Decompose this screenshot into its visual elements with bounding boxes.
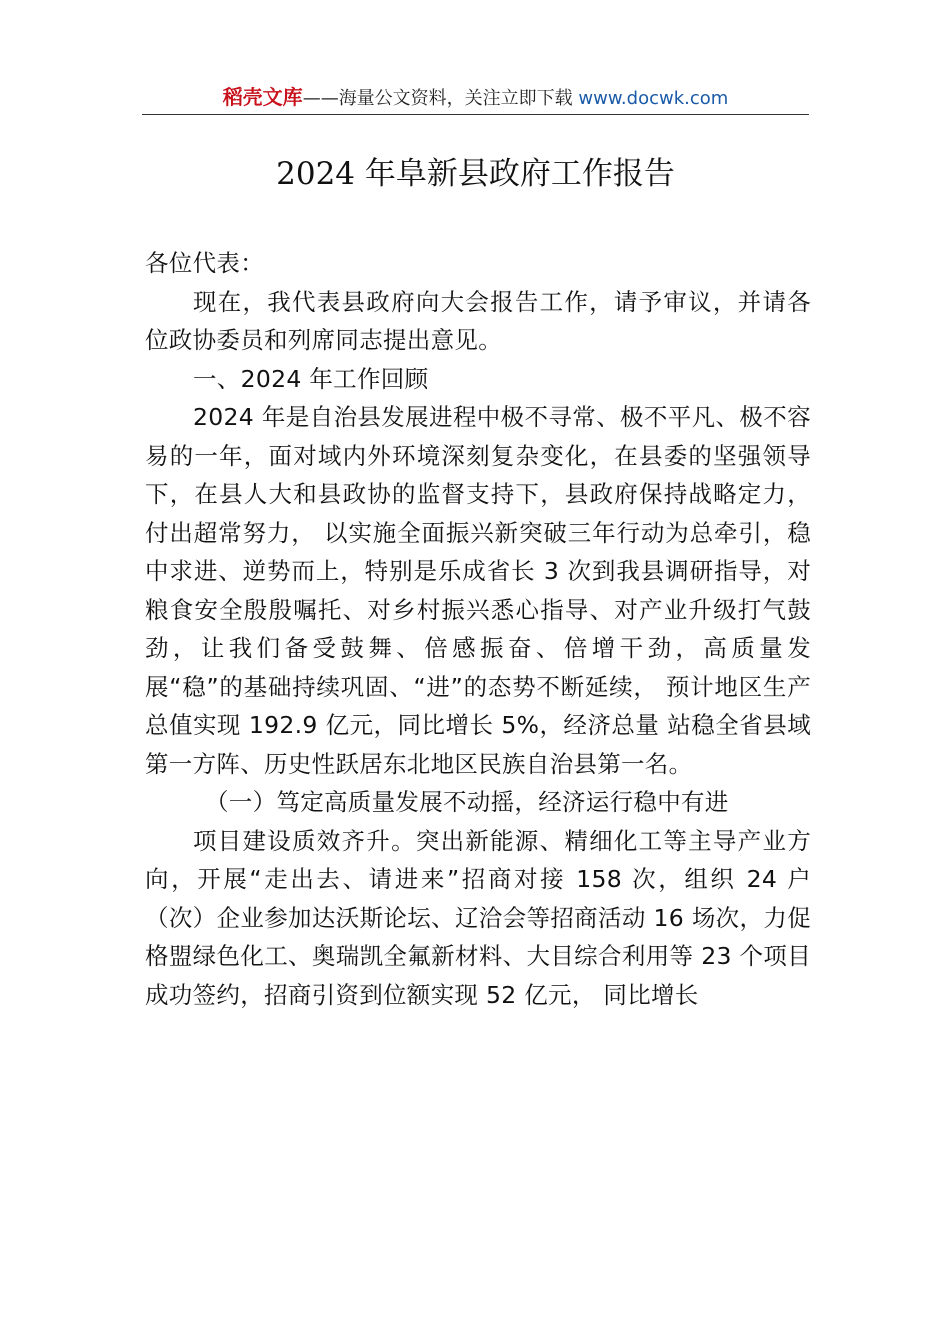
site-url-link[interactable]: www.docwk.com xyxy=(578,88,729,109)
document-title: 2024 年阜新县政府工作报告 xyxy=(276,156,675,192)
document-body xyxy=(145,244,811,1014)
brand-name: 稻壳文库 xyxy=(222,85,303,109)
page-header xyxy=(142,84,809,114)
salutation: 各位代表： xyxy=(145,249,264,277)
header-divider xyxy=(142,114,809,115)
section-heading-review: 一、2024 年工作回顾 xyxy=(193,364,429,393)
subsection-heading-1: （一）笃定高质量发展不动摇，经济运行稳中有进 xyxy=(205,788,729,816)
header-slogan: ——海量公文资料，关注立即下载 xyxy=(302,88,573,109)
review-paragraph: 2024 年是自治县发展进程中极不寻常、极不平凡、极不容易的一年，面对域内外环境深刻复杂变化，在县委的坚强领导下，在县人大和县政协的监督支持下，县政府保持战略定力，付出超常努力， 以实施全面振兴新突破三年行动为总牵引，稳中求进、逆势而上，特别是乐成省长 3 次到我县调研指导，对粮食安全殷殷嘱托、对乡村振兴悉心指导、对产业升级打气鼓劲，让我们备受鼓舞、倍感振奋、倍增干劲，高质量发展“稳”的基础持续巩固、“进”的态势不断延续， 预计地区生产总值实现 192.9 亿元，同比增长 5%，经济总量 站稳全省县域第一方阵、历史性跃居东北地区民族自治县第一名。 xyxy=(145,403,811,778)
opening-paragraph: 现在，我代表县政府向大会报告工作，请予审议，并请各位政协委员和列席同志提出意见。 xyxy=(145,287,811,354)
project-paragraph: 项目建设质效齐升。突出新能源、精细化工等主导产业方向，开展“走出去、请进来”招商对接 158 次，组织 24 户（次）企业参加达沃斯论坛、辽洽会等招商活动 16 场次，力促格盟绿色化工、奥瑞凯全氟新材料、大目综合利用等 23 个项目成功签约，招商引资到位额实现 52 亿元， 同比增长 xyxy=(145,826,811,1009)
